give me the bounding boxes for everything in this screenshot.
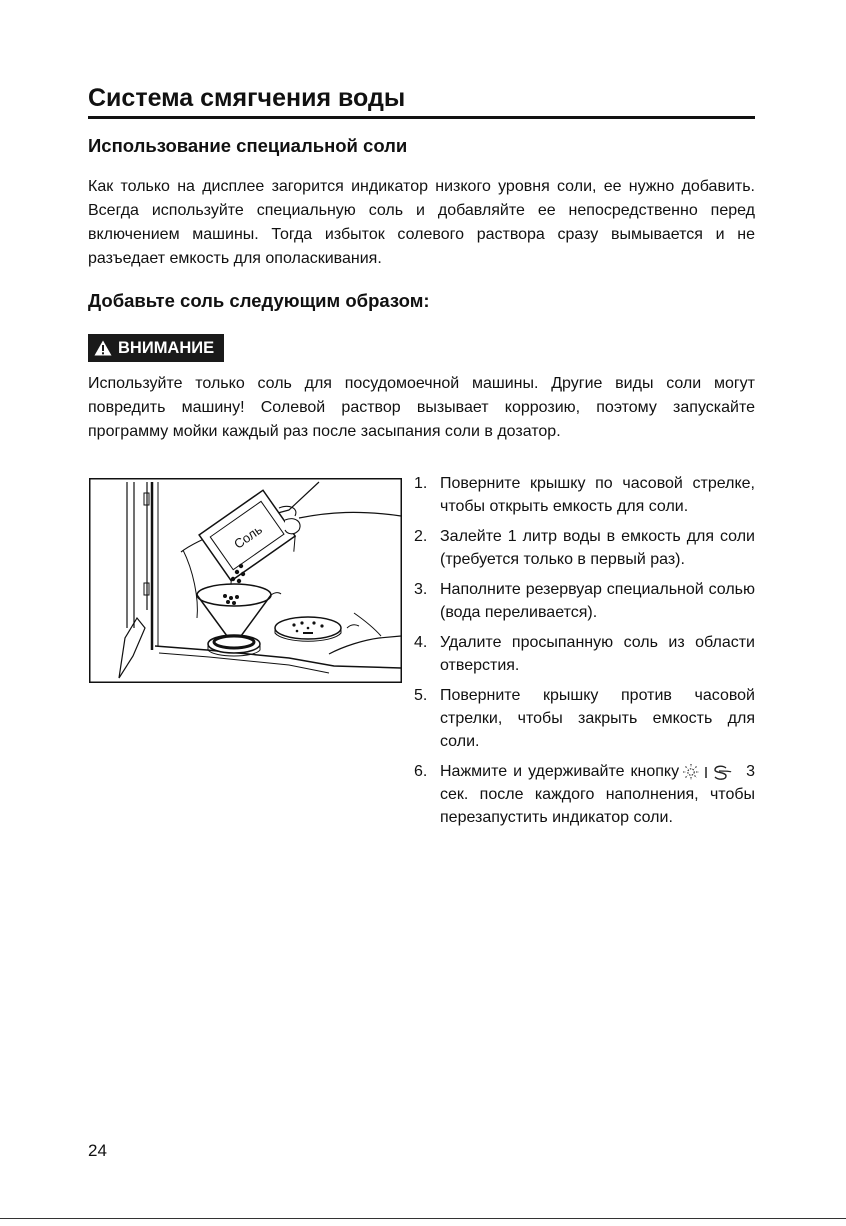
step-number: 1. (414, 475, 428, 492)
step-text-after-icon: 3 сек. после каждого наполнения, чтобы перезапустить индикатор соли. (440, 763, 755, 826)
warning-triangle-icon (94, 340, 112, 356)
step-number: 3. (414, 581, 428, 598)
step-item (414, 684, 755, 753)
step-item (414, 760, 755, 829)
step-text: Поверните крышку по часовой стрелке, чтобы открыть емкость для соли. (440, 475, 755, 515)
step-number: 6. (414, 763, 428, 780)
section-heading: Использование специальной соли (88, 135, 408, 156)
step-item (414, 578, 755, 624)
step-text: Наполните резервуар специальной солью (вода переливается). (440, 581, 755, 621)
step-text-before-icon: Нажмите и удерживайте кнопку (440, 763, 680, 780)
salt-package-label: Соль (231, 521, 265, 552)
howto-heading: Добавьте соль следующим образом: (88, 290, 430, 311)
step-number: 4. (414, 634, 428, 651)
step-text: Залейте 1 литр воды в емкость для соли (требуется только в первый раз). (440, 528, 755, 568)
step-number: 5. (414, 687, 428, 704)
steps-list (414, 472, 755, 836)
light-salt-button-icon (682, 763, 740, 781)
warning-badge (88, 334, 224, 362)
warning-label: ВНИМАНИЕ (118, 338, 215, 357)
warning-paragraph: Используйте только соль для посудомоечной машины. Другие виды соли могут повредить машину! Солевой раствор вызывает коррозию, поэтому запускайте программу мойки каждый раз после засыпания соли в дозатор. (88, 375, 755, 440)
page-title: Система смягчения воды (88, 84, 406, 112)
step-item (414, 525, 755, 571)
salt-filling-illustration (89, 478, 402, 683)
step-item (414, 472, 755, 518)
step-item (414, 631, 755, 677)
title-rule (88, 116, 755, 119)
page-number: 24 (88, 1141, 107, 1160)
step-text (440, 760, 755, 829)
footer-rule (0, 1218, 846, 1219)
step-text: Поверните крышку против часовой стрелки, чтобы закрыть емкость для соли. (440, 687, 755, 750)
intro-paragraph: Как только на дисплее загорится индикатор низкого уровня соли, ее нужно добавить. Всегда используйте специальную соль и добавляйте ее непосредственно перед включением машины. Тогда избыток солевого раствора сразу вымывается и не разъедает емкость для ополаскивания. (88, 178, 755, 267)
step-number: 2. (414, 528, 428, 545)
step-text: Удалите просыпанную соль из области отверстия. (440, 634, 755, 674)
